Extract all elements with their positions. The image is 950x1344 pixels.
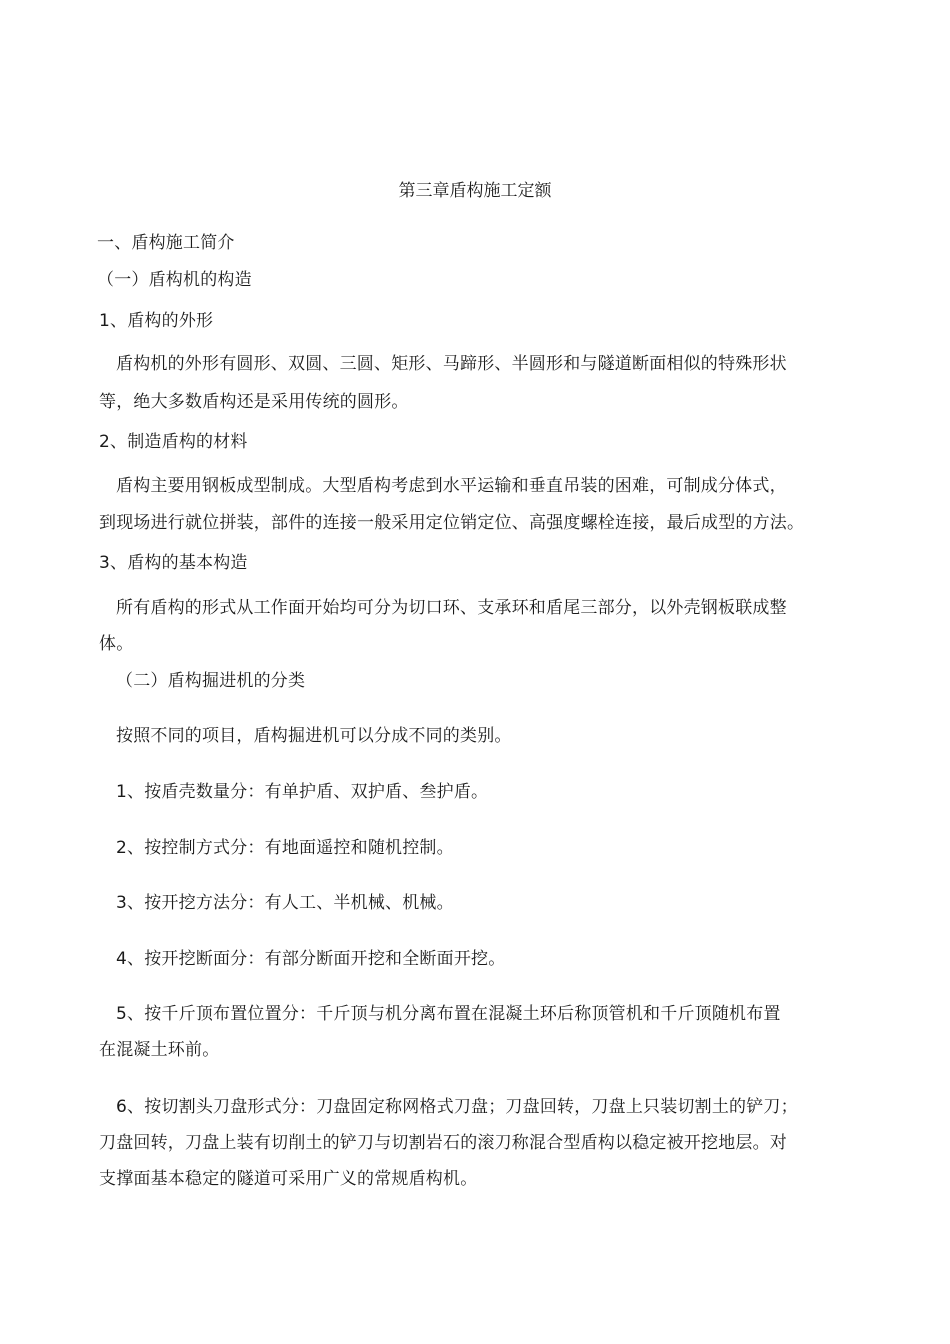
paragraph-shape-line1: 盾构机的外形有圆形、双圆、三圆、矩形、马蹄形、半圆形和与隧道断面相似的特殊形状 bbox=[116, 354, 787, 374]
classification-intro: 按照不同的项目，盾构掘进机可以分成不同的类别。 bbox=[116, 726, 512, 746]
classification-item-4: 4、按开挖断面分：有部分断面开挖和全断面开挖。 bbox=[116, 949, 506, 969]
heading-basic-structure: 3、盾构的基本构造 bbox=[99, 553, 248, 573]
classification-item-5-line1: 5、按千斤顶布置位置分：千斤顶与机分离布置在混凝土环后称顶管机和千斤顶随机布置 bbox=[116, 1004, 781, 1024]
classification-item-5-line2: 在混凝土环前。 bbox=[99, 1040, 220, 1060]
chapter-title: 第三章盾构施工定额 bbox=[398, 181, 552, 201]
classification-item-1: 1、按盾壳数量分：有单护盾、双护盾、叁护盾。 bbox=[116, 782, 489, 802]
paragraph-shape-line2: 等，绝大多数盾构还是采用传统的圆形。 bbox=[99, 392, 409, 412]
classification-item-6-line1: 6、按切割头刀盘形式分：刀盘固定称网格式刀盘；刀盘回转，刀盘上只装切割土的铲刀； bbox=[116, 1097, 798, 1117]
heading-material: 2、制造盾构的材料 bbox=[99, 432, 248, 452]
classification-item-3: 3、按开挖方法分：有人工、半机械、机械。 bbox=[116, 893, 454, 913]
paragraph-material-line1: 盾构主要用钢板成型制成。大型盾构考虑到水平运输和垂直吊装的困难，可制成分体式， bbox=[116, 476, 787, 496]
classification-item-6-line2: 刀盘回转，刀盘上装有切削土的铲刀与切割岩石的滚刀称混合型盾构以稳定被开挖地层。对 bbox=[99, 1133, 787, 1153]
paragraph-structure-line2: 体。 bbox=[99, 634, 134, 654]
paragraph-material-line2: 到现场进行就位拼装，部件的连接一般采用定位销定位、高强度螺栓连接，最后成型的方法。 bbox=[99, 513, 805, 533]
section-heading-intro: 一、盾构施工简介 bbox=[97, 233, 235, 253]
heading-shape: 1、盾构的外形 bbox=[99, 311, 214, 331]
subsection-heading-structure: （一）盾构机的构造 bbox=[97, 270, 252, 290]
subsection-heading-classification: （二）盾构掘进机的分类 bbox=[116, 671, 306, 691]
classification-item-2: 2、按控制方式分：有地面遥控和随机控制。 bbox=[116, 838, 454, 858]
paragraph-structure-line1: 所有盾构的形式从工作面开始均可分为切口环、支承环和盾尾三部分，以外壳钢板联成整 bbox=[116, 598, 787, 618]
classification-item-6-line3: 支撑面基本稳定的隧道可采用广义的常规盾构机。 bbox=[99, 1169, 478, 1189]
